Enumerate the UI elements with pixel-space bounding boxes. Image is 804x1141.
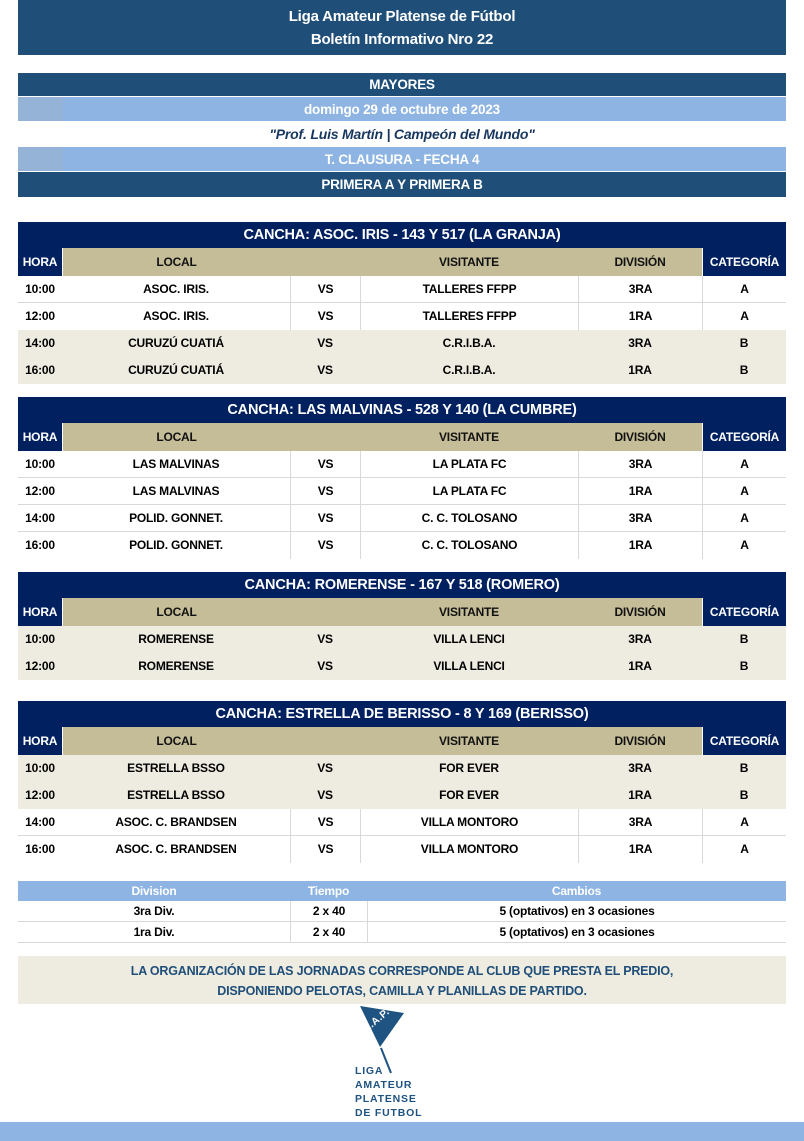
rules-cambios-value: 5 (optativos) en 3 ocasiones	[367, 922, 786, 942]
venue-table-romerense	[18, 572, 786, 680]
match-away-team: VILLA MONTORO	[360, 809, 578, 835]
column-header-hora: HORA	[18, 727, 62, 755]
note-line-1: LA ORGANIZACIÓN DE LAS JORNADAS CORRESPONDE AL CLUB QUE PRESTA EL PREDIO,	[130, 964, 674, 978]
vs-label: VS	[290, 478, 360, 504]
match-time: 12:00	[25, 484, 55, 498]
venue-header-row	[18, 248, 786, 276]
vs-label: VS	[290, 276, 360, 302]
match-division: 3RA	[578, 809, 702, 835]
tournament-bar	[18, 147, 786, 172]
match-row	[18, 755, 786, 782]
match-division: 1RA	[578, 836, 702, 863]
column-header-vs	[290, 423, 360, 451]
vs-label: VS	[317, 761, 333, 775]
match-away-team: LA PLATA FC	[360, 478, 578, 504]
rules-header-cambios: Cambios	[551, 884, 602, 898]
rules-division-value: 1ra Div.	[133, 925, 175, 939]
column-header-categoria: CATEGORÍA	[702, 598, 786, 626]
match-division: 3RA	[578, 505, 702, 531]
match-away-team: C.R.I.B.A.	[442, 363, 496, 377]
vs-label: VS	[317, 788, 333, 802]
match-away-team: TALLERES FFPP	[360, 276, 578, 302]
column-header-vs	[290, 598, 360, 626]
match-away-team: LA PLATA FC	[360, 451, 578, 477]
match-category: A	[702, 276, 786, 302]
match-away-team: C. C. TOLOSANO	[360, 532, 578, 559]
match-time: 16:00	[25, 538, 55, 552]
column-header-visitante: VISITANTE	[360, 423, 578, 451]
note-line-2: DISPONIENDO PELOTAS, CAMILLA Y PLANILLAS DE PARTIDO.	[217, 984, 587, 998]
logo-acronym: L.A.P.	[361, 1006, 392, 1035]
match-row	[18, 330, 786, 357]
match-row	[18, 357, 786, 384]
match-time: 10:00	[25, 282, 55, 296]
category-bar: MAYORES	[18, 73, 786, 97]
column-header-visitante: VISITANTE	[360, 598, 578, 626]
match-time: 16:00	[25, 363, 55, 377]
match-home-team: ESTRELLA BSSO	[127, 761, 225, 775]
match-division: 1RA	[578, 478, 702, 504]
match-home-team: ASOC. C. BRANDSEN	[115, 842, 237, 856]
match-row	[18, 303, 786, 330]
rules-table	[18, 881, 786, 943]
match-division: 1RA	[628, 659, 652, 673]
match-row	[18, 532, 786, 559]
match-division: 3RA	[628, 761, 652, 775]
match-division: 3RA	[628, 336, 652, 350]
match-category: B	[739, 659, 749, 673]
vs-label: VS	[317, 632, 333, 646]
column-header-categoria: CATEGORÍA	[702, 248, 786, 276]
column-header-visitante: VISITANTE	[360, 248, 578, 276]
match-home-team: CURUZÚ CUATIÁ	[128, 363, 224, 377]
rules-row	[18, 922, 786, 943]
match-category: A	[702, 303, 786, 330]
match-row	[18, 653, 786, 680]
column-header-categoria: CATEGORÍA	[702, 423, 786, 451]
dedication-bar: "Prof. Luis Martín | Campeón del Mundo"	[18, 122, 786, 147]
column-header-hora: HORA	[18, 423, 62, 451]
match-category: B	[739, 632, 749, 646]
match-time: 10:00	[25, 761, 55, 775]
match-row	[18, 451, 786, 478]
tournament-round: T. CLAUSURA - FECHA 4	[324, 152, 480, 167]
match-away-team: VILLA MONTORO	[360, 836, 578, 863]
column-header-division: DIVISIÓN	[578, 598, 702, 626]
vs-label: VS	[290, 532, 360, 559]
match-division: 3RA	[578, 276, 702, 302]
match-home-team: ASOC. IRIS.	[143, 309, 209, 323]
venue-table-estrella-de-berisso	[18, 701, 786, 863]
match-division: 1RA	[578, 303, 702, 330]
venue-title: CANCHA: ASOC. IRIS - 143 Y 517 (LA GRANJA)	[18, 222, 786, 248]
match-home-team: ESTRELLA BSSO	[127, 788, 225, 802]
match-home-team: ASOC. IRIS.	[143, 282, 209, 296]
column-header-hora: HORA	[18, 248, 62, 276]
match-time: 16:00	[25, 842, 55, 856]
match-division: 1RA	[578, 532, 702, 559]
match-division: 1RA	[628, 363, 652, 377]
logo-word-platense: PLATENSE	[355, 1093, 417, 1105]
column-header-division: DIVISIÓN	[578, 248, 702, 276]
venue-title: CANCHA: ROMERENSE - 167 Y 518 (ROMERO)	[18, 572, 786, 598]
match-home-team: LAS MALVINAS	[132, 484, 220, 498]
match-row	[18, 809, 786, 836]
date-bar	[18, 97, 786, 122]
rules-row	[18, 901, 786, 922]
column-header-division: DIVISIÓN	[578, 727, 702, 755]
lap-pennant-logo-icon	[342, 1004, 462, 1122]
league-logo	[342, 1004, 804, 1122]
column-header-categoria: CATEGORÍA	[702, 727, 786, 755]
venue-header-row	[18, 727, 786, 755]
info-block	[18, 73, 786, 197]
bulletin-header	[18, 0, 786, 55]
match-time: 12:00	[25, 788, 55, 802]
match-home-team: LAS MALVINAS	[132, 457, 220, 471]
match-category: A	[702, 505, 786, 531]
rules-header-tiempo: Tiempo	[307, 884, 350, 898]
column-header-vs	[290, 727, 360, 755]
match-away-team: FOR EVER	[439, 761, 499, 775]
match-home-team: ROMERENSE	[138, 632, 214, 646]
match-away-team: VILLA LENCI	[433, 632, 505, 646]
vs-label: VS	[317, 659, 333, 673]
divisions-bar: PRIMERA A Y PRIMERA B	[18, 172, 786, 197]
venue-table-asoc-iris	[18, 222, 786, 384]
match-home-team: POLID. GONNET.	[129, 511, 223, 525]
match-time: 10:00	[25, 457, 55, 471]
column-header-hora: HORA	[18, 598, 62, 626]
match-category: A	[702, 451, 786, 477]
rules-header-division: Division	[131, 884, 177, 898]
match-time: 12:00	[25, 659, 55, 673]
match-time: 10:00	[25, 632, 55, 646]
venue-title: CANCHA: LAS MALVINAS - 528 Y 140 (LA CUMBRE)	[18, 397, 786, 423]
match-home-team: ASOC. C. BRANDSEN	[115, 815, 237, 829]
rules-header-row	[18, 881, 786, 901]
match-time: 12:00	[25, 309, 55, 323]
match-row	[18, 782, 786, 809]
match-row	[18, 836, 786, 863]
match-division: 1RA	[628, 788, 652, 802]
logo-word-amateur: AMATEUR	[355, 1079, 413, 1091]
match-date: domingo 29 de octubre de 2023	[303, 102, 500, 117]
footer-bar	[0, 1122, 804, 1141]
match-division: 3RA	[628, 632, 652, 646]
match-home-team: POLID. GONNET.	[129, 538, 223, 552]
match-category: B	[739, 761, 749, 775]
match-home-team: ROMERENSE	[138, 659, 214, 673]
vs-label: VS	[290, 505, 360, 531]
match-away-team: C. C. TOLOSANO	[360, 505, 578, 531]
venue-header-row	[18, 423, 786, 451]
venue-header-row	[18, 598, 786, 626]
vs-label: VS	[290, 836, 360, 863]
column-header-vs	[290, 248, 360, 276]
vs-label: VS	[317, 336, 333, 350]
match-time: 14:00	[25, 815, 55, 829]
match-category: B	[739, 363, 749, 377]
match-row	[18, 478, 786, 505]
vs-label: VS	[290, 451, 360, 477]
column-header-local: LOCAL	[62, 423, 290, 451]
rules-cambios-value: 5 (optativos) en 3 ocasiones	[367, 901, 786, 921]
rules-tiempo-value: 2 x 40	[290, 922, 367, 942]
league-title: Liga Amateur Platense de Fútbol	[288, 8, 516, 25]
column-header-visitante: VISITANTE	[360, 727, 578, 755]
match-away-team: C.R.I.B.A.	[442, 336, 496, 350]
tournament-bar-left-block	[18, 147, 63, 171]
match-category: A	[702, 809, 786, 835]
match-category: A	[702, 532, 786, 559]
logo-word-liga: LIGA	[355, 1065, 384, 1077]
match-category: B	[739, 788, 749, 802]
match-row	[18, 276, 786, 303]
column-header-division: DIVISIÓN	[578, 423, 702, 451]
match-division: 3RA	[578, 451, 702, 477]
date-bar-left-block	[18, 97, 63, 121]
venue-title: CANCHA: ESTRELLA DE BERISSO - 8 Y 169 (BERISSO)	[18, 701, 786, 727]
match-category: A	[702, 478, 786, 504]
match-away-team: TALLERES FFPP	[360, 303, 578, 330]
column-header-local: LOCAL	[62, 598, 290, 626]
match-away-team: FOR EVER	[439, 788, 499, 802]
match-row	[18, 626, 786, 653]
column-header-local: LOCAL	[62, 727, 290, 755]
match-category: A	[702, 836, 786, 863]
venue-table-las-malvinas	[18, 397, 786, 559]
column-header-local: LOCAL	[62, 248, 290, 276]
logo-word-de-futbol: DE FUTBOL	[355, 1107, 423, 1119]
match-row	[18, 505, 786, 532]
match-home-team: CURUZÚ CUATIÁ	[128, 336, 224, 350]
vs-label: VS	[317, 363, 333, 377]
match-time: 14:00	[25, 336, 55, 350]
organization-note	[18, 956, 786, 1004]
match-away-team: VILLA LENCI	[433, 659, 505, 673]
rules-tiempo-value: 2 x 40	[290, 901, 367, 921]
rules-division-value: 3ra Div.	[133, 904, 175, 918]
vs-label: VS	[290, 303, 360, 330]
bulletin-number: Boletín Informativo Nro 22	[310, 31, 494, 48]
match-time: 14:00	[25, 511, 55, 525]
vs-label: VS	[290, 809, 360, 835]
match-category: B	[739, 336, 749, 350]
